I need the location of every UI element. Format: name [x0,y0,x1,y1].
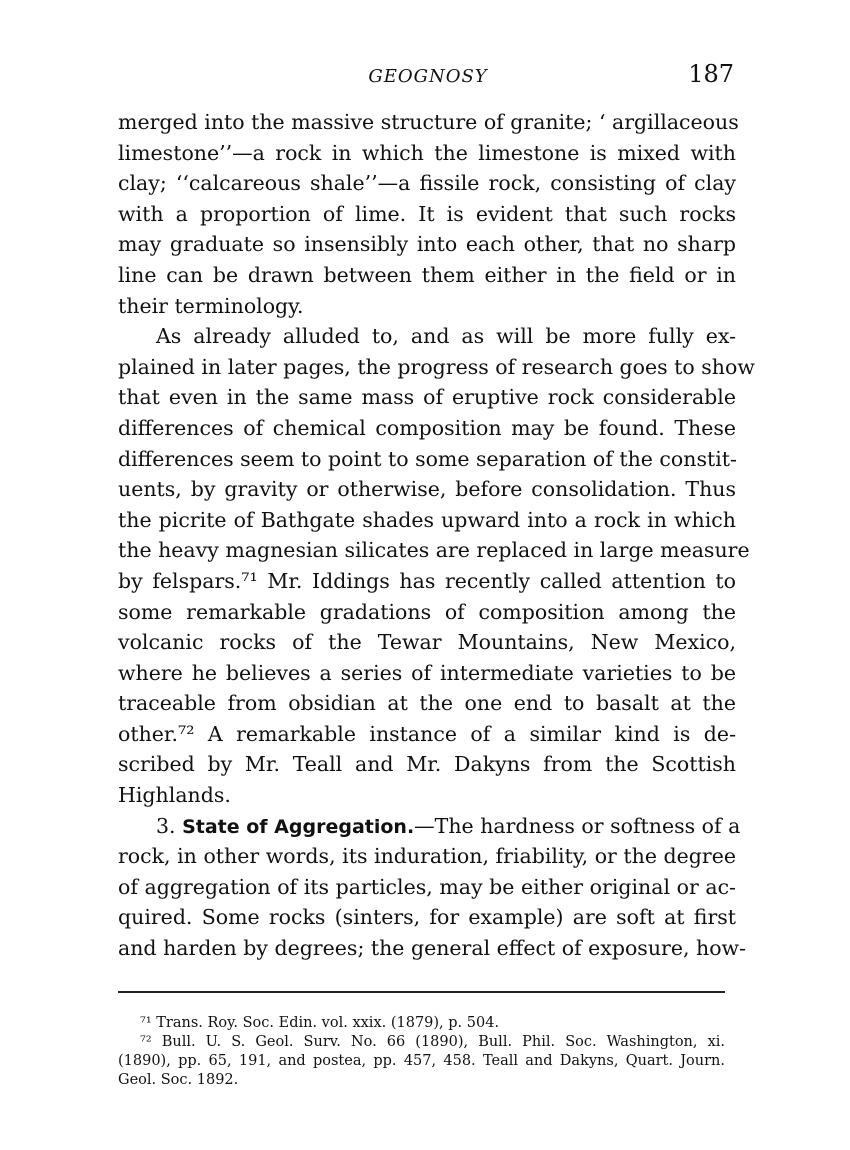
text-line: clay; ‘‘calcareous shale’’—a fissile rock, consisting of clay [118,171,736,196]
text-line: that even in the same mass of eruptive rock considerable [118,385,736,410]
text-line: merged into the massive structure of granite; ‘ argillaceous [118,110,739,134]
footnote-line: Geol. Soc. 1892. [118,1072,239,1088]
text-line: their terminology. [118,293,304,318]
text-line: of aggregation of its particles, may be either original or ac- [118,874,736,899]
footnote-line: ⁷² Bull. U. S. Geol. Surv. No. 66 (1890), Bull. Phil. Soc. Washington, xi. [140,1034,725,1050]
section-heading-line: 3. State of Aggregation.—The hardness or softness of a [156,813,741,838]
text-line: differences seem to point to some separation of the constit- [118,446,737,471]
footnote-line: ⁷¹ Trans. Roy. Soc. Edin. vol. xxix. (1879), p. 504. [140,1015,500,1031]
text-line: Highlands. [118,783,231,808]
text-line: with a proportion of lime. It is evident that such rocks [118,201,736,226]
text-line: scribed by Mr. Teall and Mr. Dakyns from the Scottish [118,752,736,777]
text-line: traceable from obsidian at the one end to basalt at the [118,691,736,716]
text-line: may graduate so insensibly into each other, that no sharp [118,232,736,257]
text-line: line can be drawn between them either in the field or in [118,262,736,287]
text-line: quired. Some rocks (sinters, for example) are soft at first [118,905,736,930]
running-head: GEOGNOSY [368,66,488,87]
page-number: 187 [688,60,734,88]
footnote-line: (1890), pp. 65, 191, and postea, pp. 457, 458. Teall and Dakyns, Quart. Journ. [118,1053,725,1069]
text-line: the heavy magnesian silicates are replaced in large measure [118,538,750,563]
text-line: volcanic rocks of the Tewar Mountains, New Mexico, [118,630,736,655]
text-line: rock, in other words, its induration, friability, or the degree [118,844,736,869]
section-heading: State of Aggregation. [182,815,415,838]
text-line: the picrite of Bathgate shades upward into a rock in which [118,507,736,532]
text-line: As already alluded to, and as will be more fully ex- [156,324,736,349]
text-line: by felspars.⁷¹ Mr. Iddings has recently called attention to [118,568,736,593]
footnote-rule [118,991,725,993]
text-line: and harden by degrees; the general effect of exposure, how- [118,936,747,961]
text-line: limestone’’—a rock in which the limestone is mixed with [118,140,736,165]
text-line: some remarkable gradations of composition among the [118,599,736,624]
text-line: differences of chemical composition may be found. These [118,415,736,440]
page-header [118,60,738,94]
text-line: uents, by gravity or otherwise, before consolidation. Thus [118,477,736,502]
text-line: other.⁷² A remarkable instance of a similar kind is de- [118,721,736,746]
footnotes [118,1014,725,1090]
text-line: where he believes a series of intermediate varieties to be [118,660,736,685]
body-text [118,107,755,964]
text-line: plained in later pages, the progress of research goes to show [118,354,755,379]
